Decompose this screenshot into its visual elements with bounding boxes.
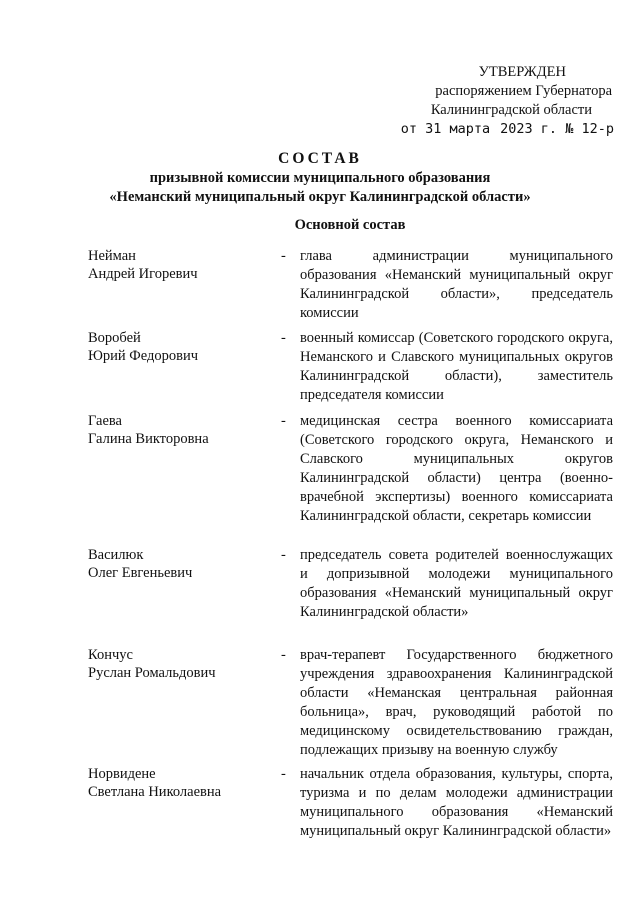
approval-line-order: распоряжением Губернатора: [435, 83, 612, 99]
member-given-name: Руслан Ромальдович: [88, 665, 216, 681]
member-surname: Василюк: [88, 547, 144, 563]
member-dash: -: [281, 547, 286, 563]
member-dash: -: [281, 248, 286, 264]
member-role: начальник отдела образования, культуры, спорта, туризма и по делам молодежи администрации муниципального образования «Неманский муниципальный округ Калининградской области»: [300, 766, 613, 839]
member-surname: Воробей: [88, 330, 141, 346]
document-subtitle-line-1: призывной комиссии муниципального образования: [149, 170, 491, 186]
member-given-name: Светлана Николаевна: [88, 784, 222, 800]
member-role: военный комиссар (Советского городского округа, Неманского и Славского муниципальных округов Калининградской области), заместитель председателя комиссии: [300, 330, 613, 403]
member-dash: -: [281, 330, 286, 346]
member-surname: Гаева: [88, 413, 122, 429]
member-name: [88, 765, 273, 801]
approval-title: УТВЕРЖДЕН: [478, 64, 566, 80]
member-surname: Кончус: [88, 647, 133, 663]
member-given-name: Андрей Игоревич: [88, 266, 198, 282]
member-surname: Норвидене: [88, 766, 156, 782]
member-given-name: Галина Викторовна: [88, 431, 209, 447]
member-given-name: Юрий Федорович: [88, 348, 199, 364]
document-subtitle-line-2: «Неманский муниципальный округ Калининградской области»: [109, 189, 531, 205]
approval-date-day-month: 31 марта: [425, 121, 491, 137]
member-dash: -: [281, 647, 286, 663]
document-heading: [0, 149, 640, 207]
member-name: [88, 247, 273, 283]
approval-number-sign: №: [565, 121, 574, 137]
document-title: СОСТАВ: [278, 150, 362, 167]
member-role: медицинская сестра военного комиссариата (Советского городского округа, Неманского и Славского муниципальных округов Калининградской области) центра (военно-врачебной экспертизы) военного комиссариата Калининградской области, секретарь комиссии: [300, 413, 613, 524]
member-role: врач-терапевт Государственного бюджетного учреждения здравоохранения Калининградской области «Неманская центральная районная больница», врач, руководящий работой по медицинскому освидетельствованию граждан, подлежащих призыву на военную службу: [300, 647, 613, 758]
approval-line-region: Калининградской области: [430, 102, 592, 118]
member-surname: Нейман: [88, 248, 136, 264]
member-name: [88, 329, 273, 365]
member-role: председатель совета родителей военнослужащих и допризывной молодежи муниципального образования «Неманский муниципальный округ Калининградской области»: [300, 547, 613, 620]
section-title: Основной состав: [294, 217, 406, 233]
approval-stamp: [384, 63, 614, 139]
approval-date-prefix: от: [400, 121, 417, 137]
member-role: глава администрации муниципального образования «Неманский муниципальный округ Калининградской области», председатель комиссии: [300, 248, 613, 321]
member-name: [88, 412, 273, 448]
member-given-name: Олег Евгеньевич: [88, 565, 193, 581]
member-name: [88, 546, 273, 582]
member-dash: -: [281, 766, 286, 782]
member-name: [88, 646, 273, 682]
approval-date-year: 2023 г.: [500, 121, 558, 137]
member-dash: -: [281, 413, 286, 429]
approval-date-line: [384, 120, 614, 139]
approval-number: 12-р: [581, 121, 614, 137]
